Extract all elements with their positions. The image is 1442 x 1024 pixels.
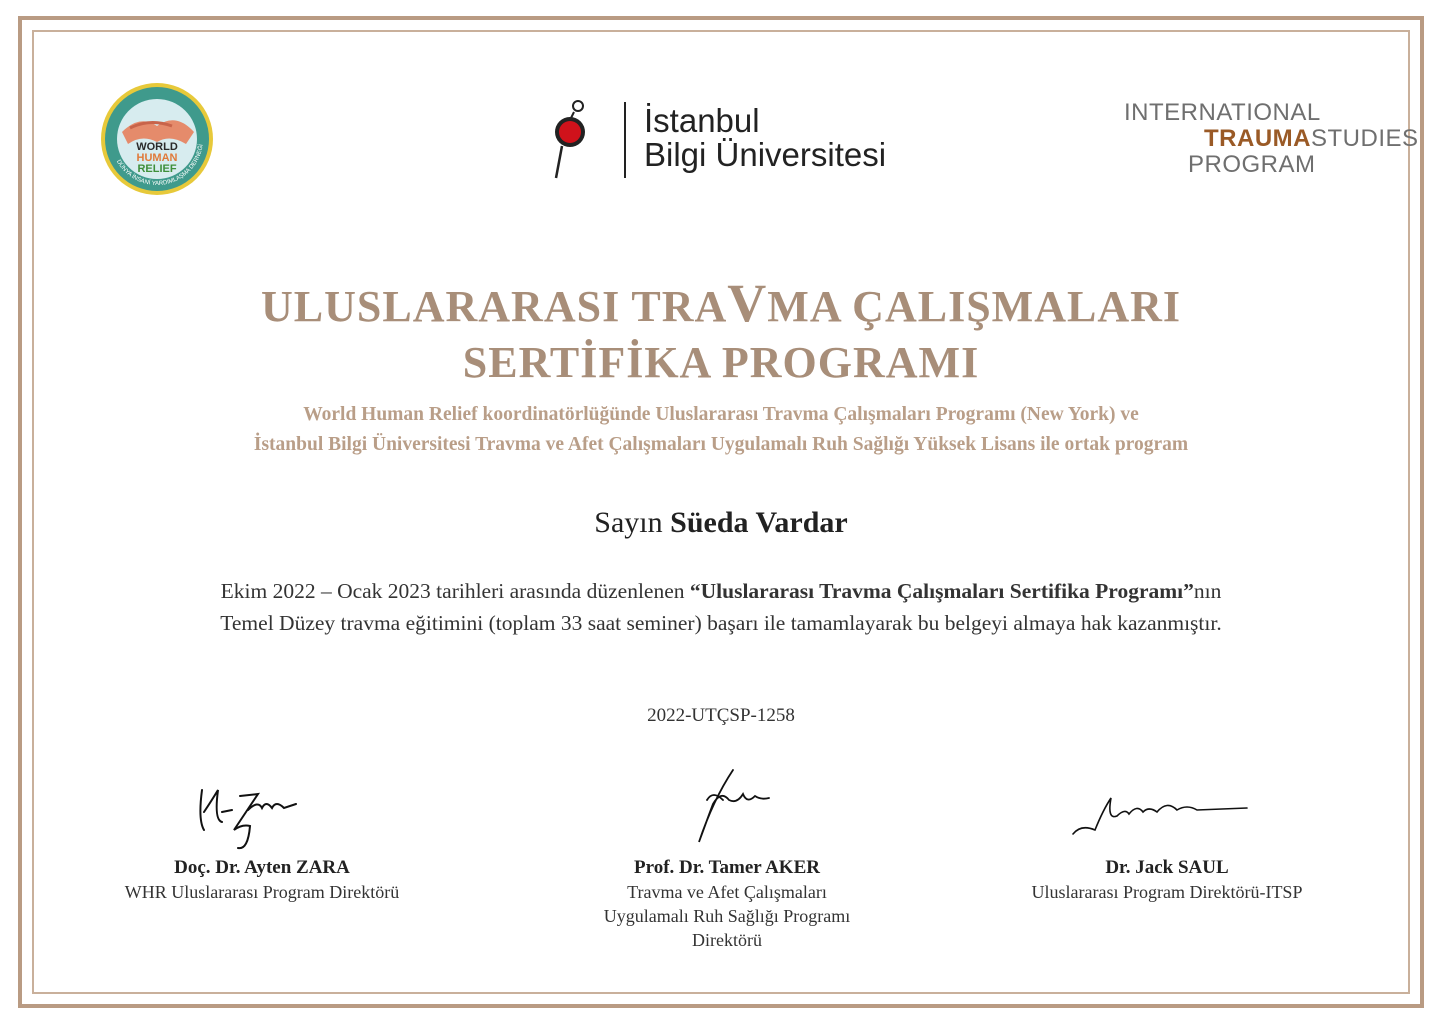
whr-logo-graphic [100,82,214,196]
whr-logo-ring-text: DÜNYA İNSANİ YARDIMLAŞMA DERNEĞİ [114,143,205,188]
recipient-name: Süeda Vardar [670,506,848,539]
recipient-line [0,506,1442,540]
title-line1-part-b: MA ÇALIŞMALARI [767,282,1181,331]
signatory-zara [72,760,452,904]
signatory-aker [537,760,917,952]
certificate-body-line2: Temel Düzey travma eğitimini (toplam 33 saat seminer) başarı ile tamamlayarak bu belgeyi almaya hak kazanmıştır. [220,611,1222,635]
signatory-zara-name: Doç. Dr. Ayten ZARA [174,857,350,878]
its-logo-line3: PROGRAM [1188,151,1316,178]
signature-saul-image [977,760,1357,852]
its-logo-line2 [1204,126,1419,152]
signature-zara-image [72,760,452,852]
whr-logo-line-human: HUMAN [136,152,178,164]
title-line1-v: V [727,273,768,333]
certificate-body-line1 [0,578,1442,604]
certificate-title-line2: SERTİFİKA PROGRAMI [462,338,980,387]
certificate-subtitle-line1: World Human Relief koordinatörlüğünde Uluslararası Travma Çalışmaları Programı (New York) ve [303,404,1139,425]
signatory-zara-role: WHR Uluslararası Program Direktörü [124,882,400,902]
whr-logo-line-relief: RELIEF [137,163,177,175]
bilgi-logo-line2: Bilgi Üniversitesi [644,136,887,173]
istanbul-bilgi-universitesi-logo [548,98,908,184]
recipient-salutation: Sayın [594,506,663,539]
signatory-aker-role-line2: Uygulamalı Ruh Sağlığı Programı [603,906,851,926]
signatory-saul-name: Dr. Jack SAUL [1105,857,1229,878]
whr-logo-line-world: WORLD [136,141,178,153]
body-line1-pre: Ekim 2022 – Ocak 2023 tarihleri arasında düzenlenen [220,579,690,603]
body-program-name: “Uluslararası Travma Çalışmaları Sertifika Programı” [689,579,1194,603]
its-logo-studies: STUDIES [1310,125,1419,152]
signatory-aker-role-line1: Travma ve Afet Çalışmaları [627,882,827,902]
signatory-aker-role-line3: Direktörü [692,930,762,950]
certificate-subtitle-line2: İstanbul Bilgi Üniversitesi Travma ve Afet Çalışmaları Uygulamalı Ruh Sağlığı Yüksek Lisans ile ortak program [253,434,1189,455]
signatory-aker-name: Prof. Dr. Tamer AKER [634,857,820,878]
bilgi-logo-divider [624,102,626,178]
bilgi-logo-line1: İstanbul [644,102,760,139]
its-logo-line1: INTERNATIONAL [1124,99,1321,126]
certificate-title-line1 [0,273,1442,333]
signatory-saul-role: Uluslararası Program Direktörü-ITSP [1031,882,1303,902]
certificate-number: 2022-UTÇSP-1258 [647,705,795,726]
its-logo-trauma: TRAUMA [1204,125,1311,152]
signature-aker-image [537,760,917,852]
world-human-relief-logo [100,82,214,196]
body-line1-post: nın [1193,579,1222,603]
bilgi-emblem-icon [548,98,608,184]
title-line1-part-a: ULUSLARARASI TRA [261,282,728,331]
international-trauma-studies-program-logo [1122,99,1419,186]
signatory-saul [977,760,1357,904]
bilgi-logo-text [644,104,886,172]
